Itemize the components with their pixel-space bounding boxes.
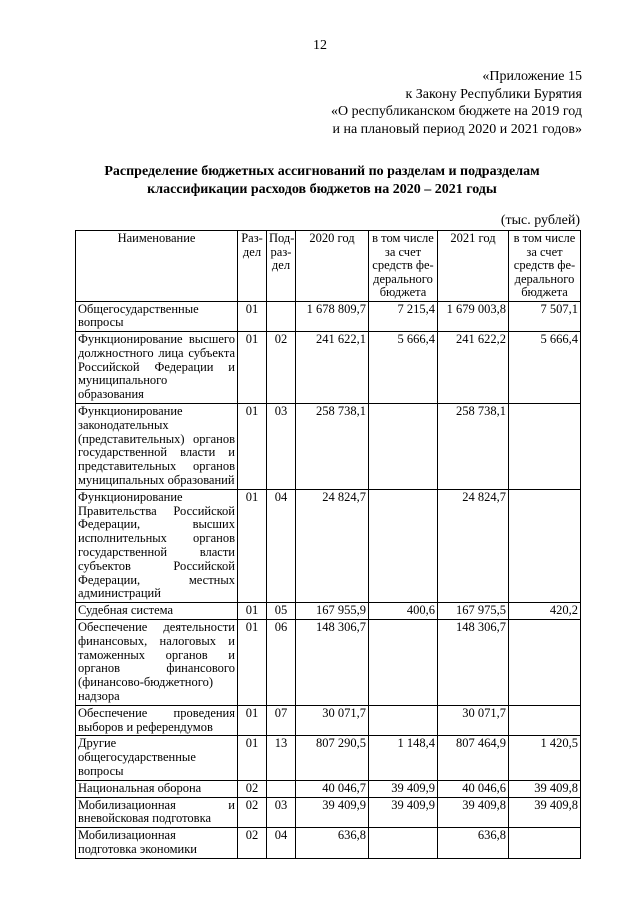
row-fed-2020 <box>369 489 438 602</box>
row-fed-2021: 5 666,4 <box>509 332 581 404</box>
title-line-2: классификации расходов бюджетов на 2020 – 2021 годы <box>147 182 497 197</box>
row-fed-2020: 5 666,4 <box>369 332 438 404</box>
row-subsection: 03 <box>267 797 296 828</box>
row-fed-2020 <box>369 404 438 490</box>
row-2021: 148 306,7 <box>438 620 509 706</box>
row-subsection: 02 <box>267 332 296 404</box>
header-section-line: Раз- <box>241 231 263 245</box>
budget-table <box>75 230 581 859</box>
table-row <box>76 828 581 859</box>
row-subsection: 04 <box>267 489 296 602</box>
row-subsection: 04 <box>267 828 296 859</box>
row-section: 02 <box>238 780 267 797</box>
table-row <box>76 489 581 602</box>
row-section: 02 <box>238 797 267 828</box>
table-row <box>76 797 581 828</box>
header-fed-2020 <box>369 231 438 302</box>
row-subsection: 03 <box>267 404 296 490</box>
header-2021: 2021 год <box>438 231 509 302</box>
header-fed-line: в том числе <box>513 231 576 245</box>
row-fed-2020: 1 148,4 <box>369 736 438 780</box>
row-section: 01 <box>238 736 267 780</box>
row-2021: 636,8 <box>438 828 509 859</box>
appendix-line-1: «Приложение 15 <box>482 69 582 84</box>
row-fed-2021 <box>509 705 581 736</box>
row-2020: 39 409,9 <box>296 797 369 828</box>
row-2020: 148 306,7 <box>296 620 369 706</box>
appendix-line-4: и на плановый период 2020 и 2021 годов» <box>332 121 582 137</box>
row-name: Мобилизационная и вневойсковая подготовка <box>76 797 238 828</box>
row-section: 01 <box>238 620 267 706</box>
row-2020: 40 046,7 <box>296 780 369 797</box>
row-fed-2021: 39 409,8 <box>509 780 581 797</box>
row-section: 01 <box>238 603 267 620</box>
row-fed-2021: 7 507,1 <box>509 301 581 332</box>
table-row <box>76 780 581 797</box>
row-subsection: 06 <box>267 620 296 706</box>
row-name: Общегосударственные вопросы <box>76 301 238 332</box>
row-fed-2020: 7 215,4 <box>369 301 438 332</box>
header-fed-line: бюджета <box>379 285 427 299</box>
appendix-line-3: «О республиканском бюджете на 2019 год <box>331 104 582 119</box>
table-header-row <box>76 231 581 302</box>
row-section: 01 <box>238 404 267 490</box>
row-2021: 40 046,6 <box>438 780 509 797</box>
header-fed-line: средств фе- <box>513 258 576 272</box>
header-fed-2021 <box>509 231 581 302</box>
table-row <box>76 705 581 736</box>
row-name: Обеспечение проведения выборов и референдумов <box>76 705 238 736</box>
row-name: Функционирование Правительства Российской Федерации, высших исполнительных органов государственной власти субъектов Российской Федерации, местных администраций <box>76 489 238 602</box>
row-subsection: 13 <box>267 736 296 780</box>
row-section: 01 <box>238 489 267 602</box>
row-fed-2021 <box>509 489 581 602</box>
row-name: Мобилизационная подготовка экономики <box>76 828 238 859</box>
row-name: Другие общегосударственные вопросы <box>76 736 238 780</box>
row-section: 02 <box>238 828 267 859</box>
header-subsection-line: дел <box>271 258 291 272</box>
row-fed-2020 <box>369 620 438 706</box>
header-fed-line: бюджета <box>521 285 568 299</box>
row-2021: 807 464,9 <box>438 736 509 780</box>
header-subsection <box>267 231 296 302</box>
row-fed-2020: 400,6 <box>369 603 438 620</box>
row-fed-2020 <box>369 828 438 859</box>
appendix-header <box>331 68 582 138</box>
row-fed-2020 <box>369 705 438 736</box>
appendix-line-2: к Закону Республики Бурятия <box>405 86 582 102</box>
row-name: Функционирование законодательных (представительных) органов государственной власти и представительных органов муниципальных образований <box>76 404 238 490</box>
header-fed-line: за счет <box>384 244 422 259</box>
table-row <box>76 736 581 780</box>
row-2021: 241 622,2 <box>438 332 509 404</box>
row-2021: 39 409,8 <box>438 797 509 828</box>
row-fed-2021: 39 409,8 <box>509 797 581 828</box>
row-2020: 1 678 809,7 <box>296 301 369 332</box>
row-subsection: 07 <box>267 705 296 736</box>
header-name: Наименование <box>76 231 238 302</box>
row-2020: 636,8 <box>296 828 369 859</box>
header-subsection-line: Под- <box>269 231 295 245</box>
table-row <box>76 603 581 620</box>
row-subsection: 05 <box>267 603 296 620</box>
row-subsection <box>267 780 296 797</box>
page-number: 12 <box>313 38 327 53</box>
header-fed-line: дерального <box>373 271 433 286</box>
table-row <box>76 301 581 332</box>
row-2020: 24 824,7 <box>296 489 369 602</box>
row-fed-2021 <box>509 404 581 490</box>
row-fed-2021 <box>509 620 581 706</box>
row-name: Функционирование высшего должностного лица субъекта Российской Федерации и муниципального образования <box>76 332 238 404</box>
header-section-line: дел <box>242 244 262 259</box>
header-fed-line: средств фе- <box>372 258 434 272</box>
row-name: Судебная система <box>76 603 238 620</box>
table-row <box>76 332 581 404</box>
row-subsection <box>267 301 296 332</box>
row-2021: 167 975,5 <box>438 603 509 620</box>
row-2020: 258 738,1 <box>296 404 369 490</box>
title-line-1: Распределение бюджетных ассигнований по разделам и подразделам <box>104 164 540 179</box>
header-subsection-line: раз- <box>270 244 292 259</box>
row-2020: 241 622,1 <box>296 332 369 404</box>
row-section: 01 <box>238 705 267 736</box>
row-2021: 1 679 003,8 <box>438 301 509 332</box>
row-2021: 30 071,7 <box>438 705 509 736</box>
row-fed-2020: 39 409,9 <box>369 780 438 797</box>
header-fed-line: в том числе <box>372 231 434 245</box>
row-fed-2021: 1 420,5 <box>509 736 581 780</box>
row-2020: 807 290,5 <box>296 736 369 780</box>
table-row <box>76 404 581 490</box>
document-title <box>72 163 572 199</box>
row-2020: 30 071,7 <box>296 705 369 736</box>
row-name: Национальная оборона <box>76 780 238 797</box>
header-section <box>238 231 267 302</box>
row-fed-2021 <box>509 828 581 859</box>
units-label: (тыс. рублей) <box>500 213 580 228</box>
row-section: 01 <box>238 332 267 404</box>
row-fed-2020: 39 409,9 <box>369 797 438 828</box>
row-2020: 167 955,9 <box>296 603 369 620</box>
row-fed-2021: 420,2 <box>509 603 581 620</box>
row-section: 01 <box>238 301 267 332</box>
header-2020: 2020 год <box>296 231 369 302</box>
row-2021: 24 824,7 <box>438 489 509 602</box>
table-row <box>76 620 581 706</box>
header-fed-line: за счет <box>526 244 563 259</box>
header-fed-line: дерального <box>514 271 575 286</box>
row-name: Обеспечение деятельности финансовых, налоговых и таможенных органов и органов финансового (финансово-бюджетного) надзора <box>76 620 238 706</box>
row-2021: 258 738,1 <box>438 404 509 490</box>
